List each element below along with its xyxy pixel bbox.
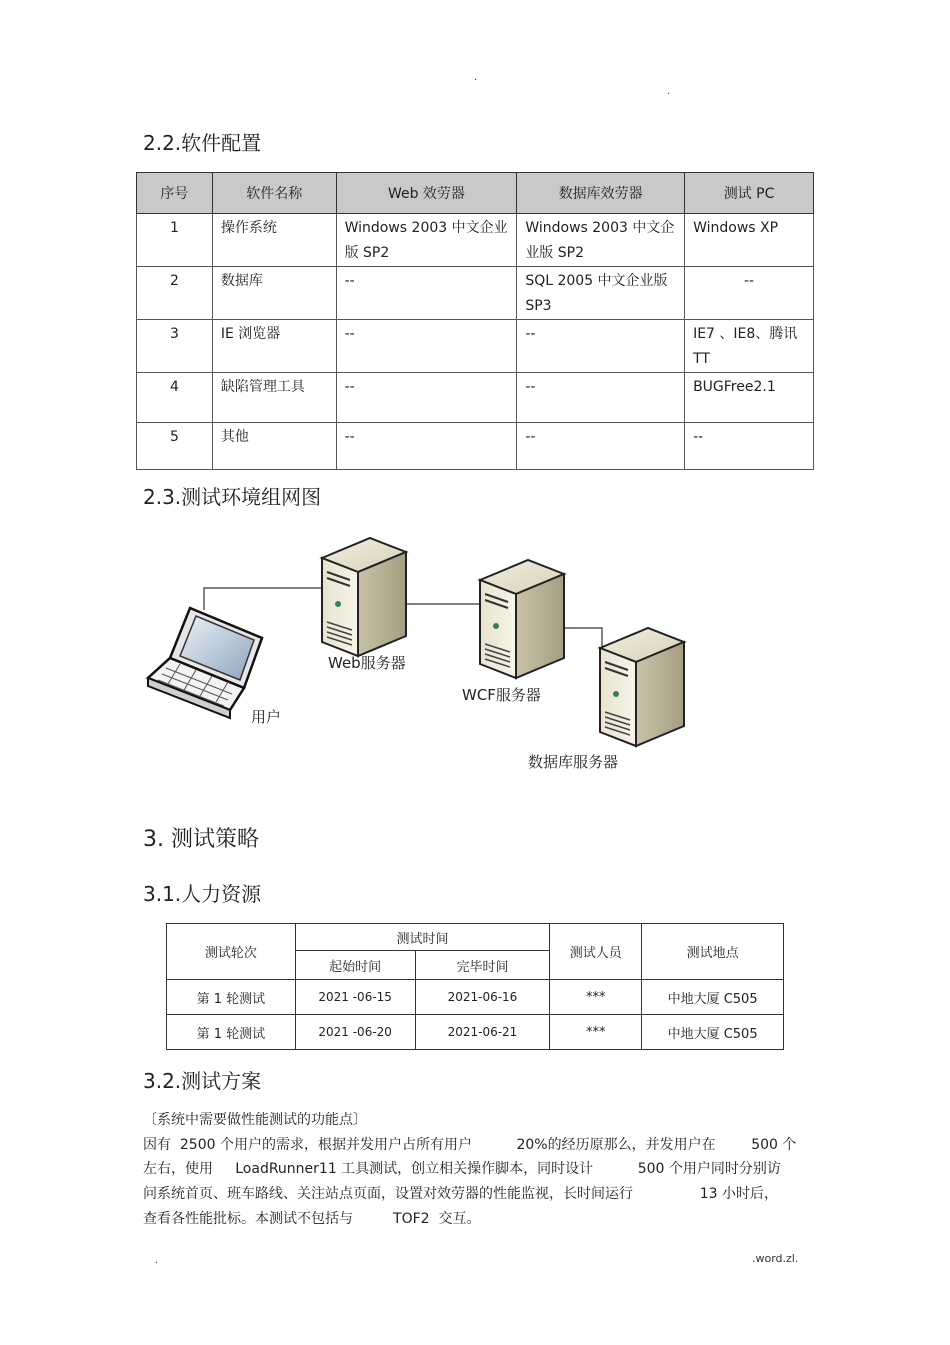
table-header-row (167, 924, 784, 951)
table-cell: 1 (137, 214, 213, 267)
table-cell: 2021 -06-15 (295, 980, 415, 1015)
table-cell: BUGFree2.1 (685, 373, 814, 423)
table-header-cell: 完毕时间 (415, 951, 550, 980)
table-header-row (137, 173, 814, 214)
table-header-cell: 测试地点 (642, 924, 784, 980)
table-cell: 4 (137, 373, 213, 423)
table-cell: Windows 2003 中文企业版 SP2 (336, 214, 517, 267)
table-header-cell: 测试时间 (295, 924, 550, 951)
section-title-software-config: 2.2.软件配置 (143, 131, 262, 155)
table-cell: 第 1 轮测试 (167, 980, 296, 1015)
table-cell: IE 浏览器 (212, 320, 336, 373)
table-cell: -- (336, 267, 517, 320)
table-header-cell: 测试轮次 (167, 924, 296, 980)
table-cell: -- (685, 423, 814, 470)
table-cell: 中地大厦 C505 (642, 1015, 784, 1050)
table-cell: 操作系统 (212, 214, 336, 267)
section-title-network-diagram: 2.3.测试环境组网图 (143, 485, 322, 509)
table-cell: 2021 -06-20 (295, 1015, 415, 1050)
table-cell: Windows 2003 中文企业版 SP2 (517, 214, 685, 267)
table-header-cell: 起始时间 (295, 951, 415, 980)
footer-left-dot: . (155, 1255, 159, 1266)
table-header-cell: 软件名称 (212, 173, 336, 214)
table-cell: Windows XP (685, 214, 814, 267)
table-cell: 2 (137, 267, 213, 320)
table-row (137, 267, 814, 320)
table-header-cell: Web 效劳器 (336, 173, 517, 214)
table-cell: 5 (137, 423, 213, 470)
table-row (167, 980, 784, 1015)
wcf-server-label: WCF服务器 (462, 686, 541, 704)
section-title-human-resources: 3.1.人力资源 (143, 882, 262, 906)
table-row (137, 373, 814, 423)
table-cell: 中地大厦 C505 (642, 980, 784, 1015)
header-dot: . (667, 86, 671, 97)
web-server-icon (322, 538, 406, 656)
table-cell: -- (336, 373, 517, 423)
table-row (137, 214, 814, 267)
table-cell: -- (517, 423, 685, 470)
table-cell: 其他 (212, 423, 336, 470)
table-cell: 缺陷管理工具 (212, 373, 336, 423)
table-cell: -- (517, 320, 685, 373)
software-config-table (136, 172, 814, 470)
table-row (137, 423, 814, 470)
table-cell: -- (336, 423, 517, 470)
table-cell: -- (336, 320, 517, 373)
laptop-icon (148, 608, 262, 718)
db-server-icon (600, 628, 684, 746)
plan-paragraph-line: 左右，使用 LoadRunner11 工具测试，创立相关操作脚本，同时设计 500 个用户同时分别访 (143, 1161, 781, 1177)
plan-paragraph-line: 问系统首页、班车路线、关注站点页面，设置对效劳器的性能监视，长时间运行 13 小时后， (143, 1186, 779, 1202)
header-dot: . (474, 72, 478, 83)
link-user-web (204, 588, 324, 610)
db-server-label: 数据库服务器 (528, 753, 619, 771)
table-cell: IE7 、IE8、腾讯 TT (685, 320, 814, 373)
table-cell: 2021-06-21 (415, 1015, 550, 1050)
table-cell: 数据库 (212, 267, 336, 320)
table-header-cell: 测试 PC (685, 173, 814, 214)
table-cell: 3 (137, 320, 213, 373)
table-cell: *** (550, 980, 642, 1015)
wcf-server-icon (480, 560, 564, 678)
table-header-cell: 数据库效劳器 (517, 173, 685, 214)
section-title-test-plan: 3.2.测试方案 (143, 1069, 262, 1093)
table-row (137, 320, 814, 373)
table-cell: *** (550, 1015, 642, 1050)
plan-paragraph-line: 查看各性能批标。本测试不包括与 TOF2 交互。 (143, 1211, 481, 1227)
table-row (167, 1015, 784, 1050)
human-resources-table (166, 923, 784, 1050)
plan-paragraph-line: 因有 2500 个用户的需求，根据并发用户占所有用户 20%的经历原那么，并发用户在 500 个 (143, 1137, 797, 1153)
web-server-label: Web服务器 (328, 654, 406, 672)
footer-watermark-text: .word.zl. (752, 1252, 799, 1265)
table-header-cell: 测试人员 (550, 924, 642, 980)
table-cell: 2021-06-16 (415, 980, 550, 1015)
link-wcf-db (564, 628, 602, 652)
table-cell: -- (517, 373, 685, 423)
table-cell: -- (685, 267, 814, 320)
plan-bracket-note: 〔系统中需要做性能测试的功能点〕 (143, 1112, 367, 1128)
table-header-cell: 序号 (137, 173, 213, 214)
table-cell: SQL 2005 中文企业版 SP3 (517, 267, 685, 320)
section-title-test-strategy: 3. 测试策略 (143, 827, 259, 852)
table-cell: 第 1 轮测试 (167, 1015, 296, 1050)
user-label: 用户 (251, 708, 282, 726)
